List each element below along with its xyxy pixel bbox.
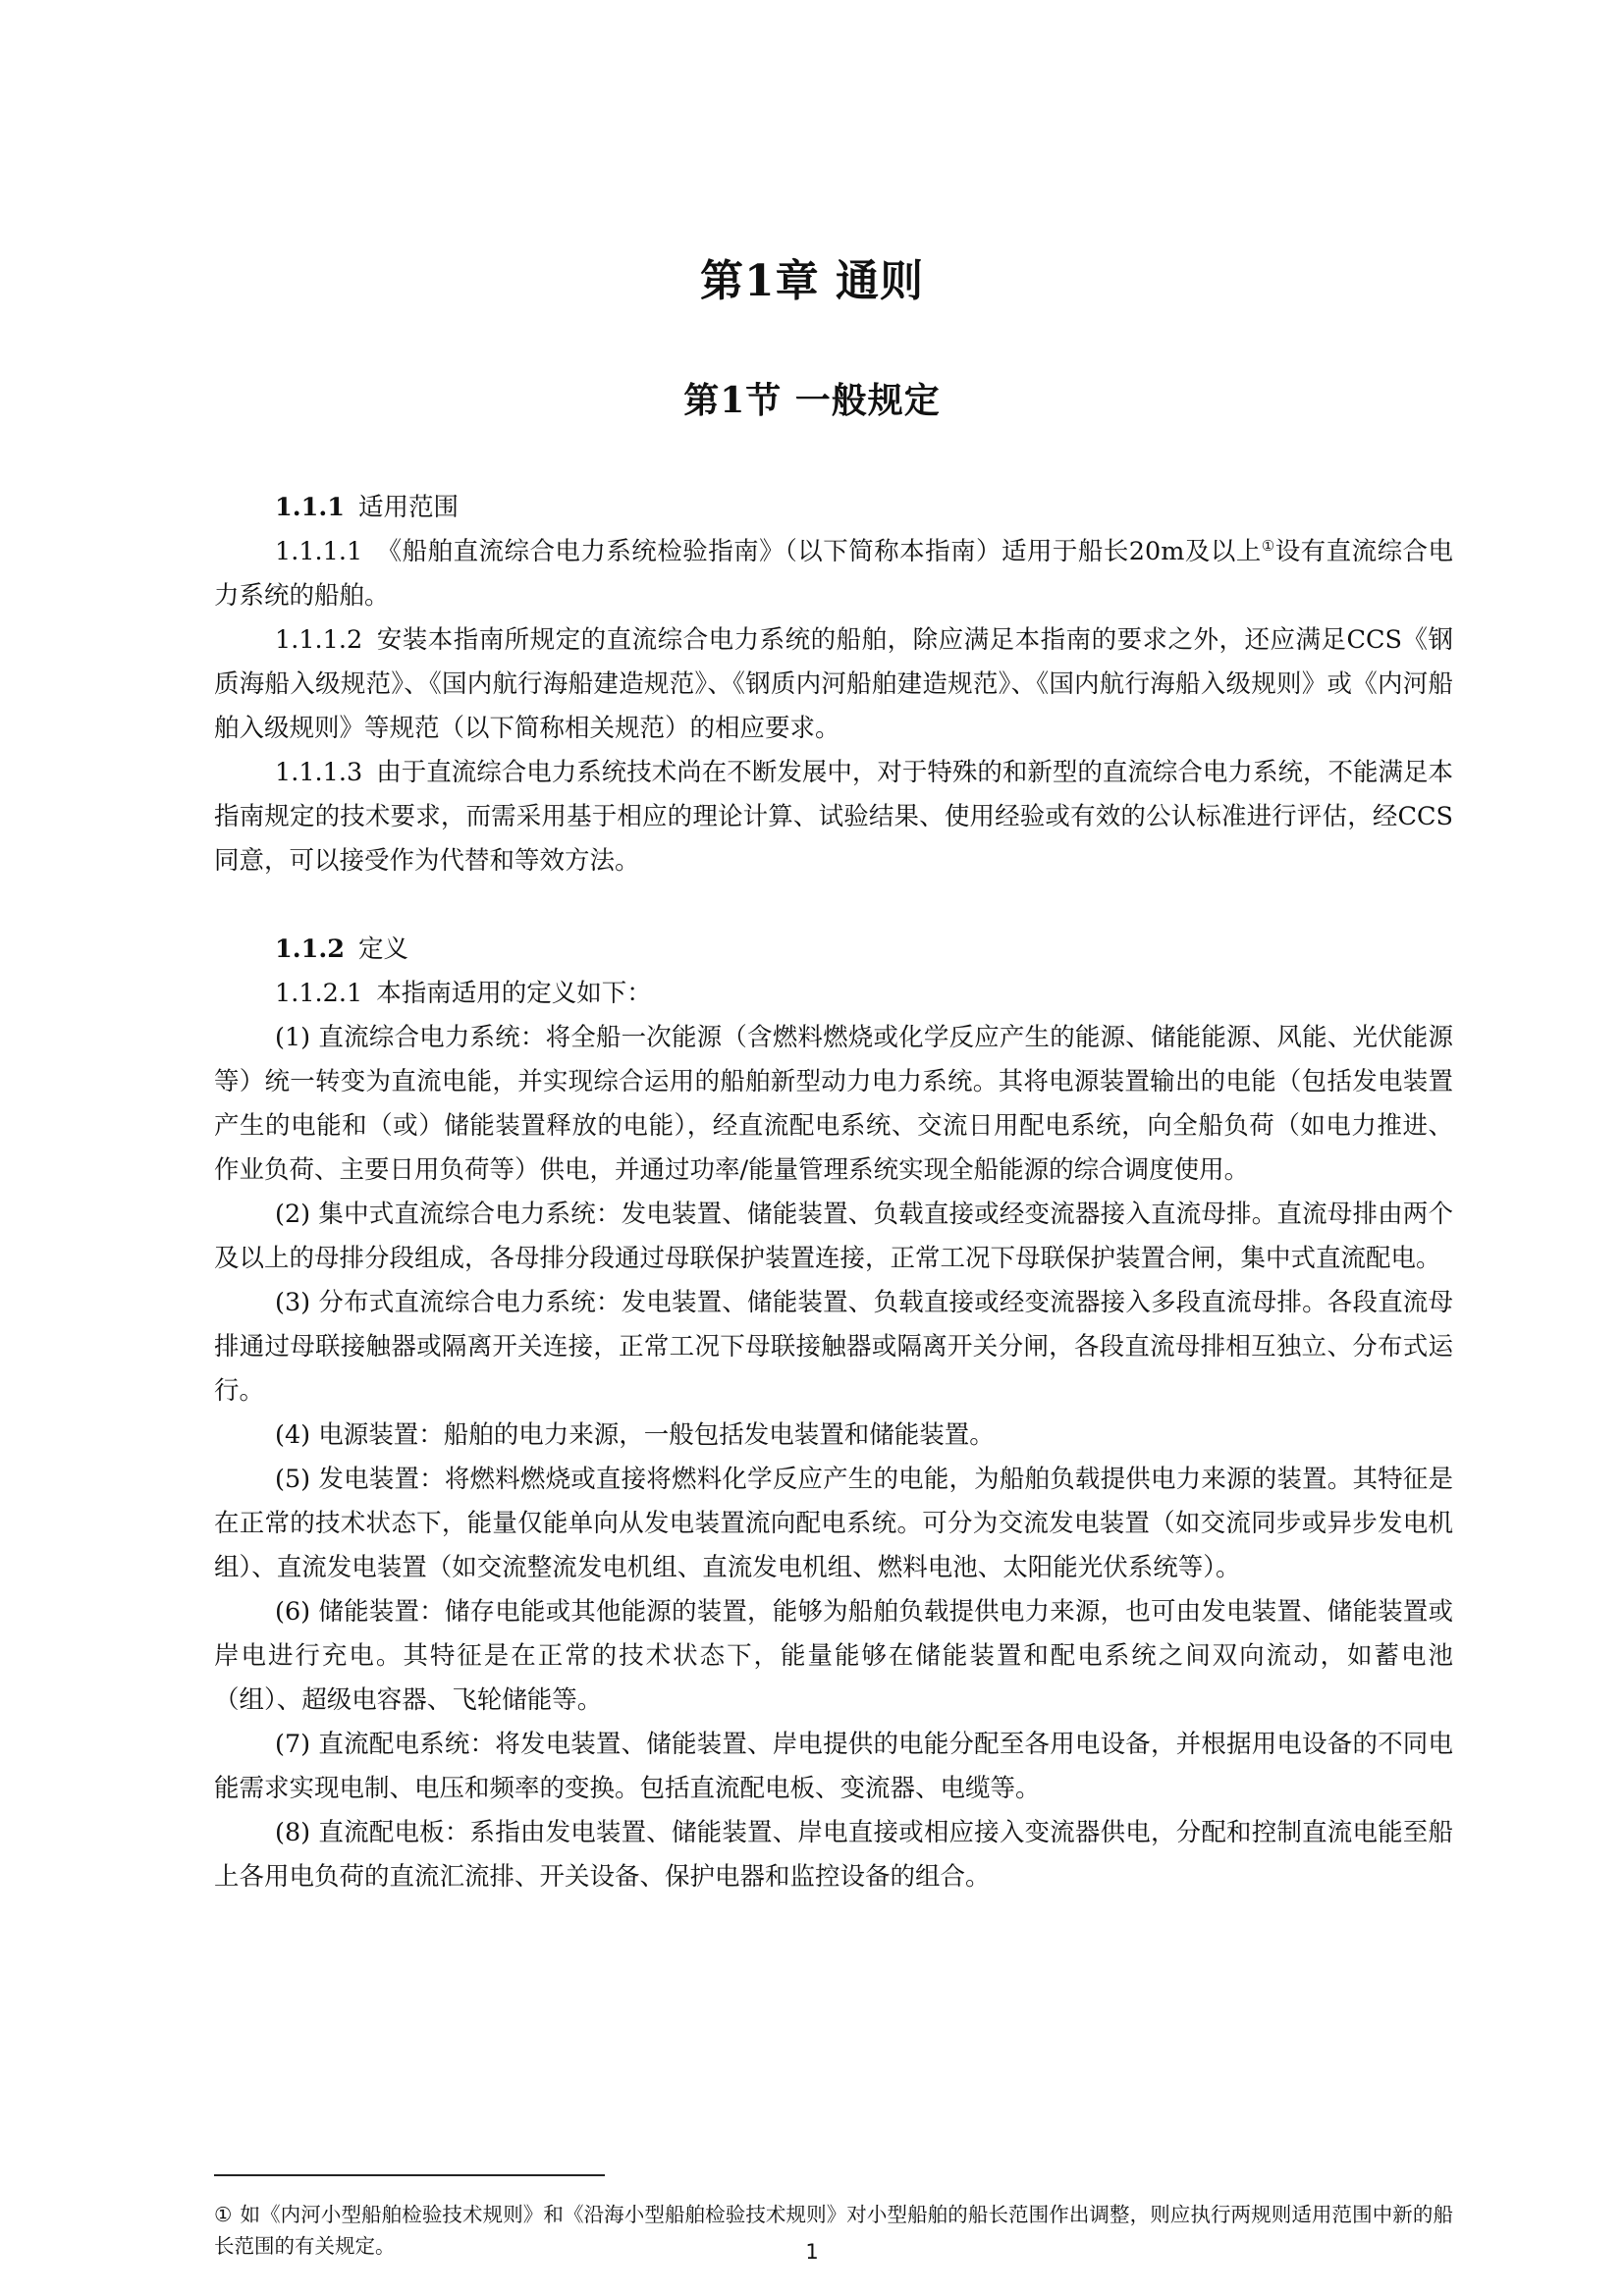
definition-item: (8) 直流配电板：系指由发电装置、储能装置、岸电直接或相应接入变流器供电，分配和控制直流电能至船上各用电负荷的直流汇流排、开关设备、保护电器和监控设备的组合。 <box>214 1818 1453 1892</box>
clause-paragraph <box>214 972 1453 1016</box>
chapter-title: 第1章 通则 <box>700 256 924 306</box>
clause-number: 1.1.2.1 <box>275 979 363 1008</box>
subsection-heading <box>214 486 1453 530</box>
clause-number: 1.1.1.1 <box>275 537 363 566</box>
definition-item: (7) 直流配电系统：将发电装置、储能装置、岸电提供的电能分配至各用电设备，并根据用电设备的不同电能需求实现电制、电压和频率的变换。包括直流配电板、变流器、电缆等。 <box>214 1730 1453 1803</box>
clause-number: 1.1.1.2 <box>275 625 363 655</box>
clause-text: 设有直流综合电力系统的船舶。 <box>214 537 1453 611</box>
definition-item: (1) 直流综合电力系统：将全船一次能源（含燃料燃烧或化学反应产生的能源、储能能源、风能、光伏能源等）统一转变为直流电能，并实现综合运用的船舶新型动力电力系统。其将电源装置输出的电能（包括发电装置产生的电能和（或）储能装置释放的电能），经直流配电系统、交流日用配电系统，向全船负荷（如电力推进、作业负荷、主要日用负荷等）供电，并通过功率/能量管理系统实现全船能源的综合调度使用。 <box>214 1023 1453 1185</box>
definition-item: (2) 集中式直流综合电力系统：发电装置、储能装置、负载直接或经变流器接入直流母排。直流母排由两个及以上的母排分段组成，各母排分段通过母联保护装置连接，正常工况下母联保护装置合闸，集中式直流配电。 <box>214 1200 1453 1273</box>
subsection-title: 定义 <box>357 934 408 964</box>
subsection-number: 1.1.1 <box>275 493 345 522</box>
clause-text: 本指南适用的定义如下： <box>376 979 652 1008</box>
footnote-text: 如《内河小型船舶检验技术规则》和《沿海小型船舶检验技术规则》对小型船舶的船长范围作出调整，则应执行两规则适用范围中新的船长范围的有关规定。 <box>214 2203 1453 2258</box>
subsection-heading <box>214 928 1453 972</box>
definition-item: (4) 电源装置：船舶的电力来源，一般包括发电装置和储能装置。 <box>275 1420 995 1450</box>
body-text <box>214 486 1453 1899</box>
clause-text: 《船舶直流综合电力系统检验指南》（以下简称本指南）适用于船长20m及以上 <box>376 537 1262 566</box>
subsection-title: 适用范围 <box>357 493 459 522</box>
section-title: 第1节 一般规定 <box>683 380 941 421</box>
clause-number: 1.1.1.3 <box>275 758 363 787</box>
footnote-divider <box>214 2174 605 2176</box>
definition-item: (3) 分布式直流综合电力系统：发电装置、储能装置、负载直接或经变流器接入多段直流母排。各段直流母排通过母联接触器或隔离开关连接，正常工况下母联接触器或隔离开关分闸，各段直流母排相互独立、分布式运行。 <box>214 1288 1453 1406</box>
definition-item: (5) 发电装置：将燃料燃烧或直接将燃料化学反应产生的电能，为船舶负载提供电力来源的装置。其特征是在正常的技术状态下，能量仅能单向从发电装置流向配电系统。可分为交流发电装置（如交流同步或异步发电机组）、直流发电装置（如交流整流发电机组、直流发电机组、燃料电池、太阳能光伏系统等）。 <box>214 1465 1453 1582</box>
subsection-number: 1.1.2 <box>275 934 345 964</box>
clause-text: 由于直流综合电力系统技术尚在不断发展中，对于特殊的和新型的直流综合电力系统，不能满足本指南规定的技术要求，而需采用基于相应的理论计算、试验结果、使用经验或有效的公认标准进行评估，经CCS同意，可以接受作为代替和等效方法。 <box>214 758 1453 876</box>
definition-item: (6) 储能装置：储存电能或其他能源的装置，能够为船舶负载提供电力来源，也可由发电装置、储能装置或岸电进行充电。其特征是在正常的技术状态下，能量能够在储能装置和配电系统之间双向流动，如蓄电池（组）、超级电容器、飞轮储能等。 <box>214 1597 1453 1715</box>
footnote-mark: ① <box>214 2203 233 2226</box>
clause-text: 安装本指南所规定的直流综合电力系统的船舶，除应满足本指南的要求之外，还应满足CCS《钢质海船入级规范》、《国内航行海船建造规范》、《钢质内河船舶建造规范》、《国内航行海船入级规则》或《内河船舶入级规则》等规范（以下简称相关规范）的相应要求。 <box>214 625 1453 743</box>
clause-paragraph <box>214 751 1453 883</box>
footnote-reference: ① <box>1261 537 1275 555</box>
clause-paragraph <box>214 530 1453 618</box>
clause-paragraph <box>214 618 1453 751</box>
page-number: 1 <box>805 2240 819 2264</box>
